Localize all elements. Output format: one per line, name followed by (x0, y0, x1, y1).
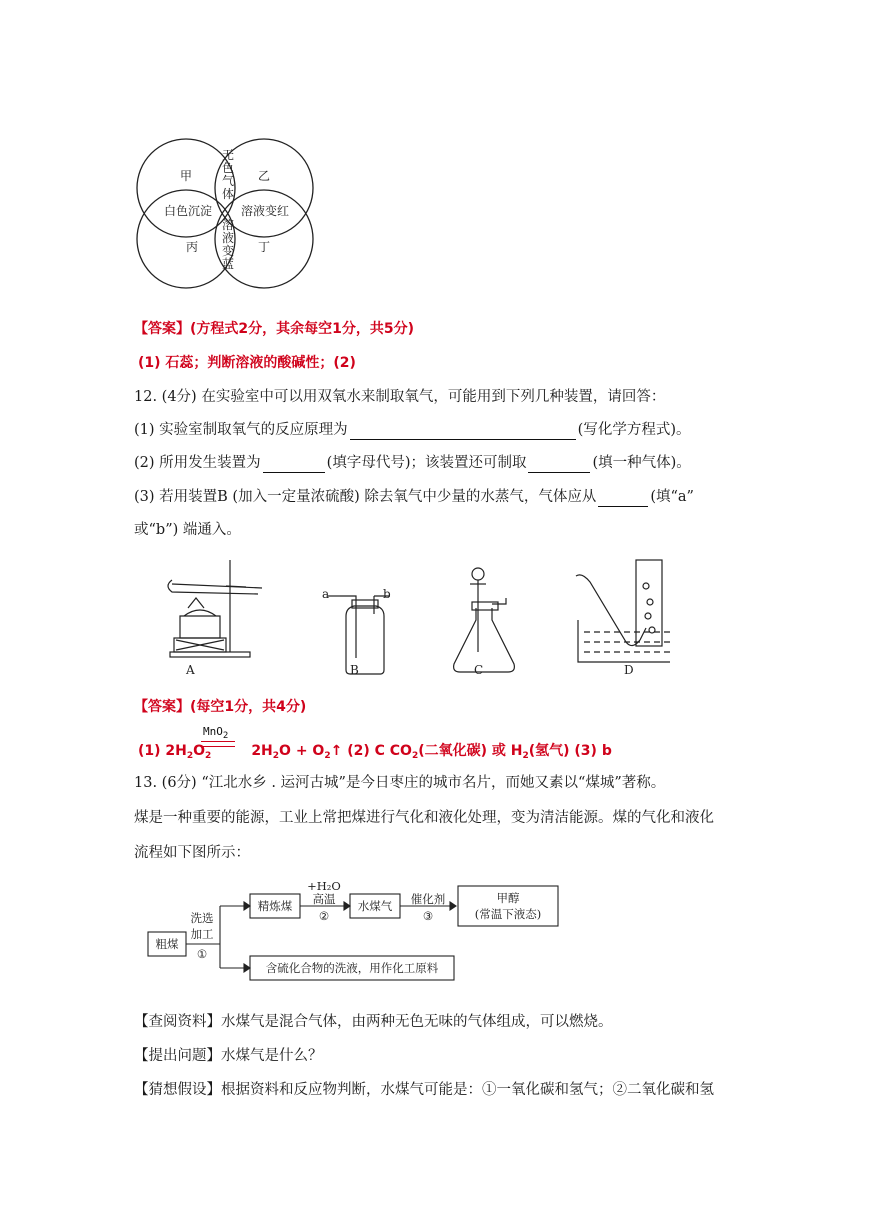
answer12-catalyst (203, 725, 228, 741)
eq-sub-3: 2 (272, 751, 280, 761)
flow-plus-water: +H₂O (307, 880, 341, 893)
apparatus-c (454, 568, 515, 672)
apparatus-a (168, 560, 262, 657)
venn-bottom-1: 溶 (221, 218, 235, 232)
venn-bottom-3: 变 (221, 244, 235, 258)
venn-left: 白色沉淀 (163, 204, 213, 218)
eq-2: O (193, 743, 206, 759)
eq-3: 2H (251, 743, 273, 759)
q12-part3-tail: (填“a” (650, 489, 694, 505)
apparatus-label-small-b: b (383, 587, 391, 601)
venn-label-yi: 乙 (257, 169, 271, 183)
apparatus-d (576, 560, 670, 662)
venn-bottom-4: 蓝 (221, 257, 235, 271)
apparatus-label-a: A (186, 663, 195, 677)
q12-blank-apparatus[interactable] (263, 456, 325, 473)
q12-part2-mid: (填字母代号)；该装置还可制取 (326, 455, 527, 471)
flow-catalyst: 催化剂 (410, 892, 446, 906)
q12-stem: 12. (4分) 在实验室中可以用双氧水来制取氧气，可能用到下列几种装置，请回答： (134, 389, 666, 405)
eq-5: ↑ (2) C CO (330, 743, 412, 759)
venn-right: 溶液变红 (240, 204, 290, 218)
venn-diagram (130, 126, 330, 300)
info-lookup: 【查阅资料】水煤气是混合气体，由两种无色无味的气体组成，可以燃烧。 (134, 1014, 613, 1030)
eq-7: (氢气) (3) b (528, 743, 612, 759)
q12-part2 (134, 453, 691, 473)
venn-label-bing: 丙 (185, 240, 199, 254)
q12-blank-inlet[interactable] (598, 490, 648, 507)
q12-blank-gas[interactable] (528, 456, 590, 473)
eq-sub-1: 2 (186, 751, 194, 761)
eq-sub-4: 2 (324, 751, 331, 761)
eq-4: O + O (279, 743, 325, 759)
info-question: 【提出问题】水煤气是什么？ (134, 1048, 323, 1064)
eq-sub-6: 2 (522, 751, 529, 761)
q12-blank-equation[interactable] (350, 423, 576, 440)
eq-6: (二氧化碳) 或 H (418, 743, 523, 759)
flow-water-gas: 水煤气 (357, 899, 393, 913)
flow-methanol: 甲醇 (496, 891, 520, 905)
venn-label-jia: 甲 (179, 169, 193, 183)
flow-wash-1: 洗选 (190, 911, 214, 925)
q12-part1-text: (1) 实验室制取氧气的反应原理为 (134, 422, 348, 438)
flow-step-2: ② (318, 909, 330, 923)
eq-1: (1) 2H (138, 743, 187, 759)
apparatus-diagram (150, 556, 670, 680)
apparatus-b (328, 596, 390, 674)
flow-wash-2: 加工 (190, 927, 214, 941)
flow-refined: 精炼煤 (257, 899, 293, 913)
apparatus-label-b: B (350, 663, 359, 677)
coal-flow-chart (140, 880, 570, 992)
venn-top-4: 体 (221, 187, 235, 201)
flow-methanol-note: (常温下液态) (474, 907, 542, 921)
flow-step-1: ① (196, 947, 208, 961)
info-hypothesis: 【猜想假设】根据资料和反应物判断，水煤气可能是：①一氧化碳和氢气；②二氧化碳和氢 (134, 1082, 714, 1098)
q12-part3-cont: 或“b”) 端通入。 (134, 522, 241, 538)
answer11-line1: (1) 石蕊；判断溶液的酸碱性；(2) (138, 355, 356, 371)
q12-part2-text: (2) 所用发生装置为 (134, 455, 261, 471)
venn-top-3: 气 (221, 174, 235, 188)
flow-step-3: ③ (422, 909, 434, 923)
answer12-catalyst-sub: 2 (222, 731, 229, 741)
answer12-equation (138, 740, 612, 761)
venn-top-2: 色 (221, 161, 235, 175)
eq-sub-5: 2 (411, 751, 419, 761)
q12-part3-text: (3) 若用装置B (加入一定量浓硫酸) 除去氧气中少量的水蒸气，气体应从 (134, 489, 597, 505)
venn-label-ding: 丁 (257, 240, 271, 254)
q12-part1 (134, 420, 690, 440)
q12-part3 (134, 487, 694, 507)
q13-line2: 煤是一种重要的能源，工业上常把煤进行气化和液化处理，变为清洁能源。煤的气化和液化 (134, 810, 714, 826)
venn-bottom-2: 液 (221, 231, 235, 245)
apparatus-label-c: C (474, 663, 484, 677)
eq-sub-2: 2 (205, 751, 212, 761)
apparatus-label-small-a: a (322, 587, 330, 601)
q12-part2-tail: (填一种气体)。 (592, 455, 691, 471)
flow-raw-coal: 粗煤 (155, 937, 179, 951)
flow-high-temp: 高温 (312, 892, 336, 906)
q13-stem: 13. (6分) “江北水乡 . 运河古城”是今日枣庄的城市名片，而她又素以“煤城”著称。 (134, 775, 666, 791)
q12-part1-tail: (写化学方程式)。 (577, 422, 691, 438)
answer12-head: 【答案】(每空1分，共4分) (134, 699, 307, 715)
flow-sulfur: 含硫化合物的洗液，用作化工原料 (265, 961, 439, 975)
answer12-catalyst-text: MnO (203, 725, 223, 738)
apparatus-label-d: D (624, 663, 634, 677)
venn-circle-jia (137, 139, 235, 237)
answer11-head: 【答案】(方程式2分，其余每空1分，共5分) (134, 321, 415, 337)
q13-line3: 流程如下图所示： (134, 845, 250, 861)
venn-top-1: 无 (221, 148, 235, 162)
